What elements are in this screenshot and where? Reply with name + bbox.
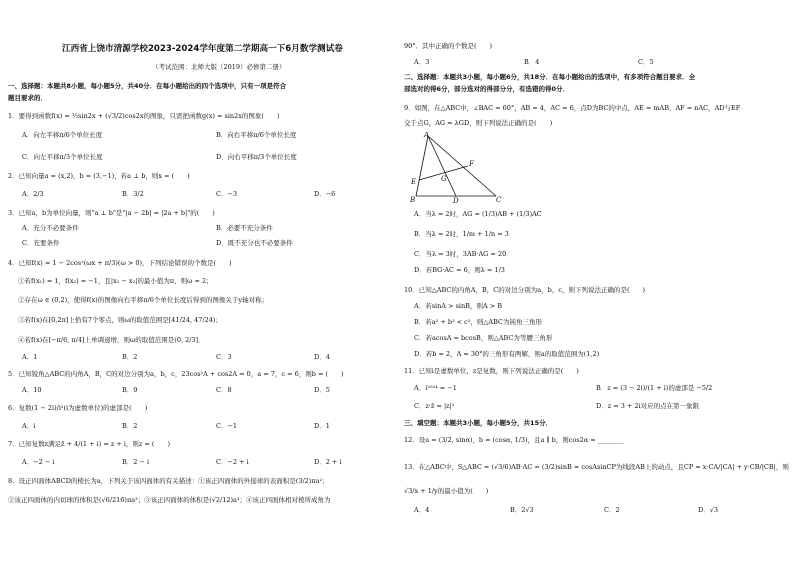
q8-option-a[interactable]: A．3 — [414, 58, 430, 66]
label-c: C — [496, 196, 502, 204]
q3-option-d[interactable]: D．既不充分也不必要条件 — [216, 239, 293, 247]
q3-option-c[interactable]: C．充要条件 — [22, 239, 60, 247]
q4-item-1: ①若f(x₁) = 1，f(x₂) = −1，且|x₁ − x₂|的最小值为π，则ω = 2； — [18, 277, 213, 285]
q7-stem: 7．已知复数z满足z̄ + 4/(1 + i) = z + i，则z = ( ) — [8, 440, 170, 448]
q2-option-c[interactable]: C．−3 — [216, 190, 238, 198]
q4-stem: 4．已知f(x) = 1 − 2cos²(ωx + π/3)(ω > 0)，下列结论错误的个数是( ) — [8, 259, 232, 267]
q10-option-c[interactable]: C．若acosA = bcosB，则△ABC为等腰三角形 — [414, 334, 553, 342]
q3-option-b[interactable]: B．必要不充分条件 — [216, 224, 273, 232]
q13-option-d[interactable]: D．√3 — [698, 506, 718, 514]
q9-option-c[interactable]: C．当λ = 3时，3AB·AG = 20 — [414, 250, 507, 258]
q2-option-d[interactable]: D．−6 — [314, 190, 336, 198]
q10-option-a[interactable]: A．若sinA > sinB，则A > B — [414, 302, 502, 310]
q4-option-a[interactable]: A．1 — [22, 353, 38, 361]
q13-line-2: √3/x + 1/y的最小值为( ) — [404, 487, 489, 495]
q4-option-c[interactable]: C．3 — [216, 353, 232, 361]
page-title: 江西省上饶市清源学校2023-2024学年度第二学期高一下6月数学测试卷 — [62, 44, 343, 54]
q1-stem: 1．要得到函数f(x) = ½sin2x + (√3/2)cos2x的图象，只需把函数g(x) = sin2x的图象( ) — [8, 112, 280, 120]
q9-triangle-figure — [410, 132, 510, 204]
q7-option-a[interactable]: A．−2 − i — [22, 458, 55, 466]
label-e: E — [411, 178, 417, 186]
q5-stem: 5．已知锐角△ABC的内角A，B，C的对边分别为a，b，c，23cos²A + cos2A = 0，a = 7，c = 6，则b = ( ) — [8, 370, 344, 378]
q11-option-d[interactable]: D．z = 3 + 2i对应的点在第一象限 — [596, 402, 700, 410]
q2-option-a[interactable]: A．2/3 — [22, 190, 44, 198]
q6-option-a[interactable]: A．i — [22, 422, 36, 430]
q6-stem: 6．复数(1 − 2i)/i²(i为虚数单位)的虚部是( ) — [8, 404, 148, 412]
q13-option-b[interactable]: B．2√3 — [510, 506, 534, 514]
q12-stem: 12．设a = (3/2, sinα)，b = (cosα, 1/3)，且a ∥ b，则cos2α = ________ — [404, 436, 624, 444]
left-column — [4, 0, 388, 562]
q7-option-b[interactable]: B．2 − i — [122, 458, 150, 466]
q13-option-c[interactable]: C．2 — [604, 506, 620, 514]
q7-option-c[interactable]: C．−2 + i — [216, 458, 249, 466]
q4-item-3: ③若f(x)在[0,2π]上恰有7个零点，则ω的取值范围是[41/24, 47/24)； — [18, 316, 222, 324]
label-d: D — [453, 197, 459, 204]
q9-option-d[interactable]: D．若BG·AC = 6，则λ = 1/3 — [414, 266, 505, 274]
q1-option-c[interactable]: C．向左平移π/3个单位长度 — [22, 153, 103, 161]
q9-option-b[interactable]: B．当λ = 2时，1/m + 1/n = 3 — [414, 230, 509, 238]
q1-option-a[interactable]: A．向左平移π/6个单位长度 — [22, 131, 103, 139]
q1-option-d[interactable]: D．向右平移π/3个单位长度 — [216, 153, 297, 161]
q4-option-d[interactable]: D．4 — [314, 353, 330, 361]
q6-option-c[interactable]: C．−1 — [216, 422, 238, 430]
section-3-heading: 三、填空题：本题共3小题，每小题5分，共15分． — [404, 419, 553, 427]
q9-stem: 9．如图，在△ABC中，∠BAC = 60°，AB = 4，AC = 6，点D为BC的中点，AE = mAB，AF = nAC，AD与EF — [404, 104, 741, 112]
q1-option-b[interactable]: B．向右平移π/6个单位长度 — [216, 131, 297, 139]
q11-option-c[interactable]: C．z·z̄ = |z|² — [414, 402, 455, 410]
section-1-heading-cont: 题目要求的． — [8, 94, 47, 102]
q3-stem: 3．已知a，b为单位向量，则"a ⊥ b"是"|a − 2b| = |2a + b|"的( ) — [8, 209, 215, 217]
q9-line-2: 交于点G，AG = λGD，则下列说法正确的是( ) — [404, 119, 553, 127]
q11-stem: 11．已知i是虚数单位，z是复数，则下列说法正确的是( ) — [404, 367, 579, 375]
q8-stem: 8．设正四面体ABCD的棱长为a，下列关于该四面体的有关描述：①该正四面体的外接球的表面积是(3/2)πa²； — [8, 477, 329, 485]
q2-stem: 2．已知向量a = (x,2)，b = (3,−1)，若a ⊥ b，则x = ( ) — [8, 172, 190, 180]
q13-option-a[interactable]: A．4 — [414, 506, 430, 514]
q10-option-d[interactable]: D．若b = 2，A = 30°的三角形有两解，则a的取值范围为(1,2) — [414, 350, 600, 358]
q6-option-d[interactable]: D．1 — [314, 422, 330, 430]
section-1-heading: 一、选择题：本题共8小题，每小题5分，共40分．在每小题给出的四个选项中，只有一项是符合 — [8, 82, 287, 90]
q8-line-3: 90°．其中正确的个数是( ) — [404, 42, 493, 50]
section-2-heading-cont: 部选对的得6分，部分选对的得部分分，有选错的得0分． — [404, 85, 570, 93]
q11-option-a[interactable]: A．i²⁰²⁴ = −1 — [414, 384, 457, 392]
q2-option-b[interactable]: B．3/2 — [122, 190, 144, 198]
section-2-heading: 二、选择题：本题共3小题，每小题6分，共18分．在每小题给出的选项中，有多项符合题目要求．全 — [404, 73, 696, 81]
segment-ac — [428, 136, 496, 196]
label-g: G — [441, 175, 447, 183]
q4-option-b[interactable]: B．2 — [122, 353, 138, 361]
q7-option-d[interactable]: D．2 + i — [314, 458, 342, 466]
q5-option-d[interactable]: D．5 — [314, 386, 330, 394]
q8-option-c[interactable]: C．5 — [638, 58, 654, 66]
q5-option-a[interactable]: A．10 — [22, 386, 42, 394]
q3-option-a[interactable]: A．充分不必要条件 — [22, 224, 79, 232]
q8-option-b[interactable]: B．4 — [524, 58, 540, 66]
segment-ad — [428, 136, 456, 196]
label-a: A — [424, 132, 430, 139]
label-b: B — [410, 196, 416, 204]
q4-item-4: ④若f(x)在[−π/6, π/4]上单调递增，则ω的取值范围是(0, 2/3]． — [18, 336, 205, 344]
q13-stem: 13．在△ABC中，S△ABC = (√3/6)AB·AC = (3/2)sinB = cosAsinCP为线段AB上的动点，且CP = x·CA/|CA| + y·CB/|CB|，则 — [404, 463, 789, 471]
q5-option-c[interactable]: C．8 — [216, 386, 232, 394]
right-column — [400, 0, 788, 562]
q6-option-b[interactable]: B．2 — [122, 422, 138, 430]
q8-line-2: ②该正四面体的内切球的体积是(√6/216)πa³；③该正四面体的体积是(√2/12)a³；④该正四面体相对棱所成角为 — [8, 496, 331, 504]
q10-option-b[interactable]: B．若a² + b² < c²，则△ABC为钝角三角形 — [414, 318, 542, 326]
q9-option-a[interactable]: A．当λ = 2时，AG = (1/3)AB + (1/3)AC — [414, 210, 542, 218]
q11-option-b[interactable]: B．z = (3 − 2i)/(1 + i)的虚部是 −5/2 — [596, 384, 713, 392]
page-subtitle: （考试范围：北师大版（2019）必修第二册） — [152, 63, 286, 71]
q5-option-b[interactable]: B．9 — [122, 386, 138, 394]
q4-item-2: ②存在ω ∈ (0,2)，使得f(x)的图像向右平移π/6个单位长度后得到的图像关于y轴对称； — [18, 296, 269, 304]
segment-ab — [416, 136, 428, 196]
q10-stem: 10．已知△ABC的内角A，B，C的对边分别为a，b，c，则下列说法正确的是( ) — [404, 286, 646, 294]
label-f: F — [469, 160, 474, 168]
